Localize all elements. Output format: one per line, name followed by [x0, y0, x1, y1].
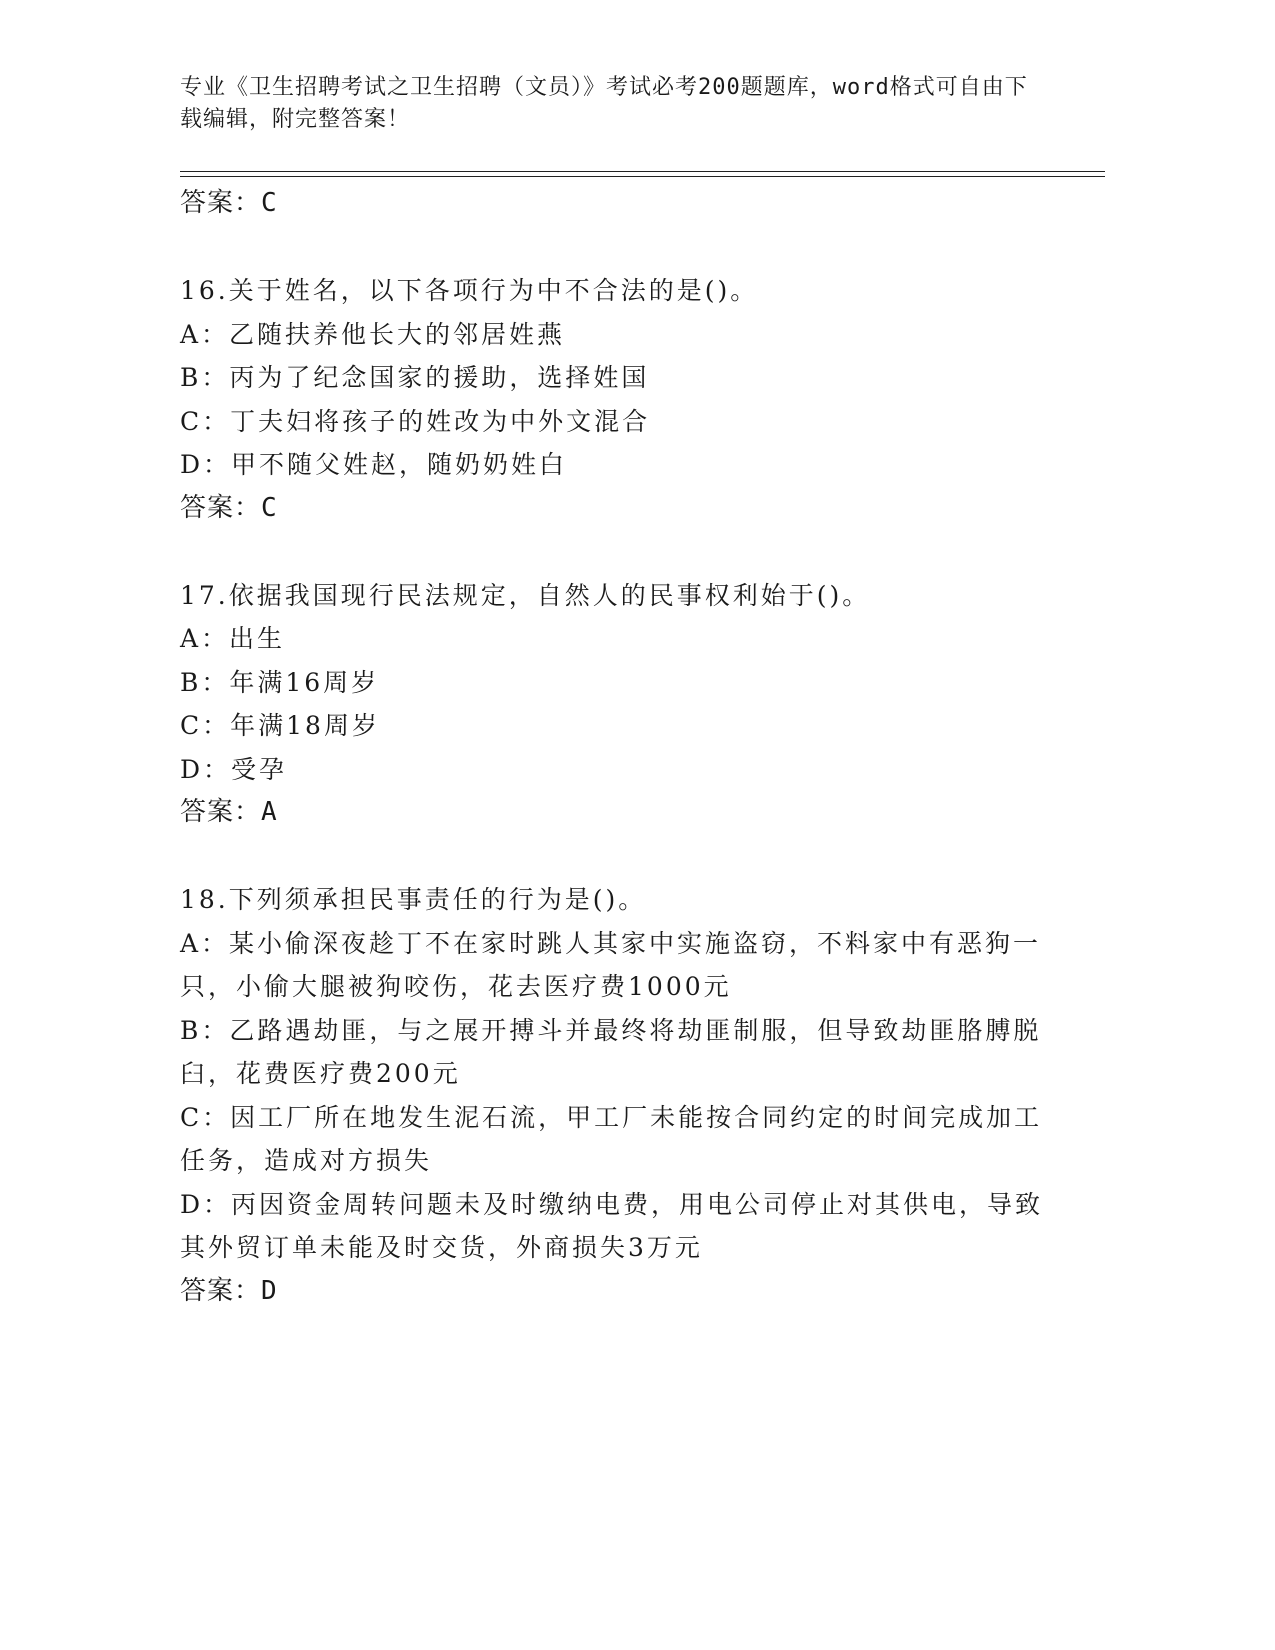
option-a: A：乙随扶养他长大的邻居姓燕: [180, 319, 566, 349]
answer-line: 答案：A: [180, 797, 278, 827]
header-rule-bottom: [180, 176, 1105, 177]
option-a: A：某小偷深夜趁丁不在家时跳人其家中实施盗窃，不料家中有恶狗一只，小偷大腿被狗咬伤，花去医疗费1000元: [180, 928, 1042, 1001]
spacer: [180, 835, 1050, 879]
question-block-17: [180, 574, 1050, 835]
option-d: D：受孕: [180, 754, 288, 784]
spacer: [180, 226, 1050, 270]
option-a: A：出生: [180, 624, 286, 653]
option-c: C：因工厂所在地发生泥石流，甲工厂未能按合同约定的时间完成加工任务，造成对方损失: [180, 1102, 1043, 1175]
answer-line: 答案：C: [180, 492, 278, 523]
question-block-18: [180, 878, 1050, 1313]
option-d: D：丙因资金周转问题未及时缴纳电费，用电公司停止对其供电，导致其外贸订单未能及时交货，外商损失3万元: [180, 1189, 1044, 1262]
spacer: [180, 530, 1050, 574]
option-c: C：年满18周岁: [180, 711, 380, 740]
header-rule-top: [180, 171, 1105, 172]
question-text: 18.下列须承担民事责任的行为是()。: [180, 885, 647, 914]
option-c: C：丁夫妇将孩子的姓改为中外文混合: [180, 406, 651, 436]
question-block-16: [180, 269, 1050, 530]
option-b: B：乙路遇劫匪，与之展开搏斗并最终将劫匪制服，但导致劫匪胳膊脱臼，花费医疗费200元: [180, 1015, 1042, 1088]
document-header: 专业《卫生招聘考试之卫生招聘（文员）》考试必考200题题库，word格式可自由下载编辑，附完整答案！: [180, 75, 1028, 132]
answer-line: 答案：C: [180, 188, 278, 218]
question-text: 16.关于姓名，以下各项行为中不合法的是()。: [180, 276, 759, 305]
question-text: 17.依据我国现行民法规定，自然人的民事权利始于()。: [180, 580, 871, 610]
answer-line: 答案：D: [180, 1275, 278, 1306]
option-d: D：甲不随父姓赵，随奶奶姓白: [180, 450, 568, 479]
option-b: B：丙为了纪念国家的援助，选择姓国: [180, 363, 650, 392]
option-b: B：年满16周岁: [180, 667, 380, 697]
question-list: [180, 182, 1050, 1313]
